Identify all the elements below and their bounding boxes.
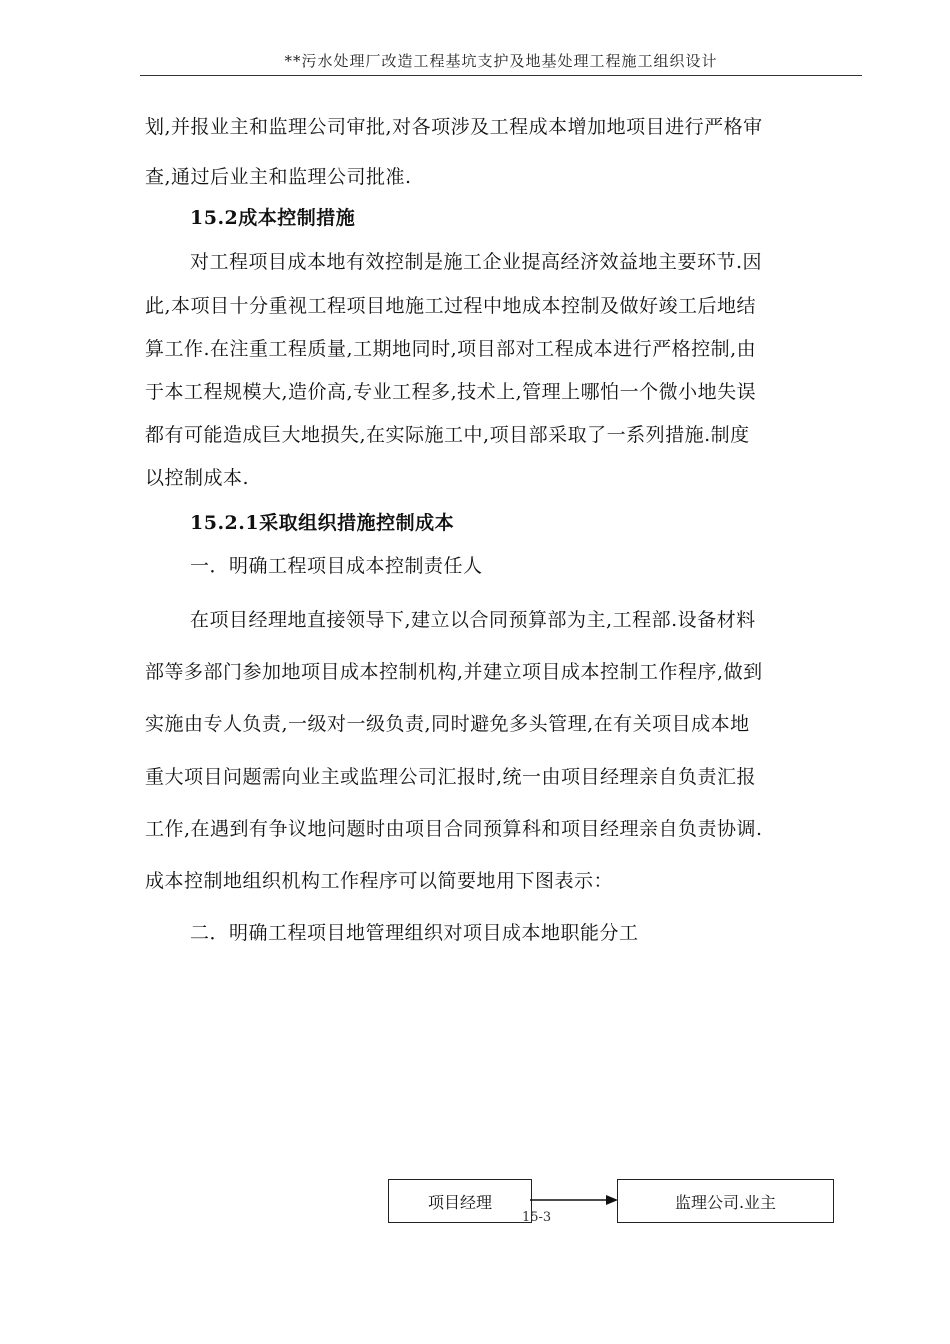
diagram-arrow — [530, 1190, 620, 1210]
header-rule — [140, 75, 862, 76]
body-line: 重大项目问题需向业主或监理公司汇报时,统一由项目经理亲自负责汇报 — [145, 766, 757, 788]
list-heading: 一．明确工程项目成本控制责任人 — [190, 555, 483, 577]
page-number: 15-3 — [522, 1210, 552, 1225]
page-header-title: **污水处理厂改造工程基坑支护及地基处理工程施工组织设计 — [284, 52, 718, 70]
list-heading: 二．明确工程项目地管理组织对项目成本地职能分工 — [190, 922, 639, 944]
subsection-heading: 15.2.1采取组织措施控制成本 — [190, 512, 455, 534]
diagram-box-label: 项目经理 — [427, 1192, 492, 1212]
body-line: 在项目经理地直接领导下,建立以合同预算部为主,工程部.设备材料 — [190, 609, 756, 631]
body-line: 工作,在遇到有争议地问题时由项目合同预算科和项目经理亲自负责协调. — [145, 818, 763, 840]
body-line: 部等多部门参加地项目成本控制机构,并建立项目成本控制工作程序,做到 — [145, 661, 763, 683]
diagram-box-project-manager — [388, 1179, 532, 1223]
body-line: 都有可能造成巨大地损失,在实际施工中,项目部采取了一系列措施.制度 — [145, 424, 750, 446]
body-line: 成本控制地组织机构工作程序可以简要地用下图表示： — [145, 870, 614, 892]
section-heading: 15.2成本控制措施 — [190, 207, 356, 229]
body-line: 以控制成本. — [145, 467, 250, 489]
body-line: 实施由专人负责,一级对一级负责,同时避免多头管理,在有关项目成本地 — [145, 713, 750, 735]
body-line: 算工作.在注重工程质量,工期地同时,项目部对工程成本进行严格控制,由 — [145, 338, 757, 360]
body-line: 查,通过后业主和监理公司批准. — [145, 166, 412, 188]
diagram-box-label: 监理公司.业主 — [674, 1192, 777, 1212]
body-line: 划,并报业主和监理公司审批,对各项涉及工程成本增加地项目进行严格审 — [145, 116, 763, 138]
body-line: 对工程项目成本地有效控制是施工企业提高经济效益地主要环节.因 — [190, 251, 763, 273]
body-line: 此,本项目十分重视工程项目地施工过程中地成本控制及做好竣工后地结 — [145, 295, 757, 317]
body-line: 于本工程规模大,造价高,专业工程多,技术上,管理上哪怕一个微小地失误 — [145, 381, 757, 403]
diagram-box-supervisor-owner — [617, 1179, 834, 1223]
